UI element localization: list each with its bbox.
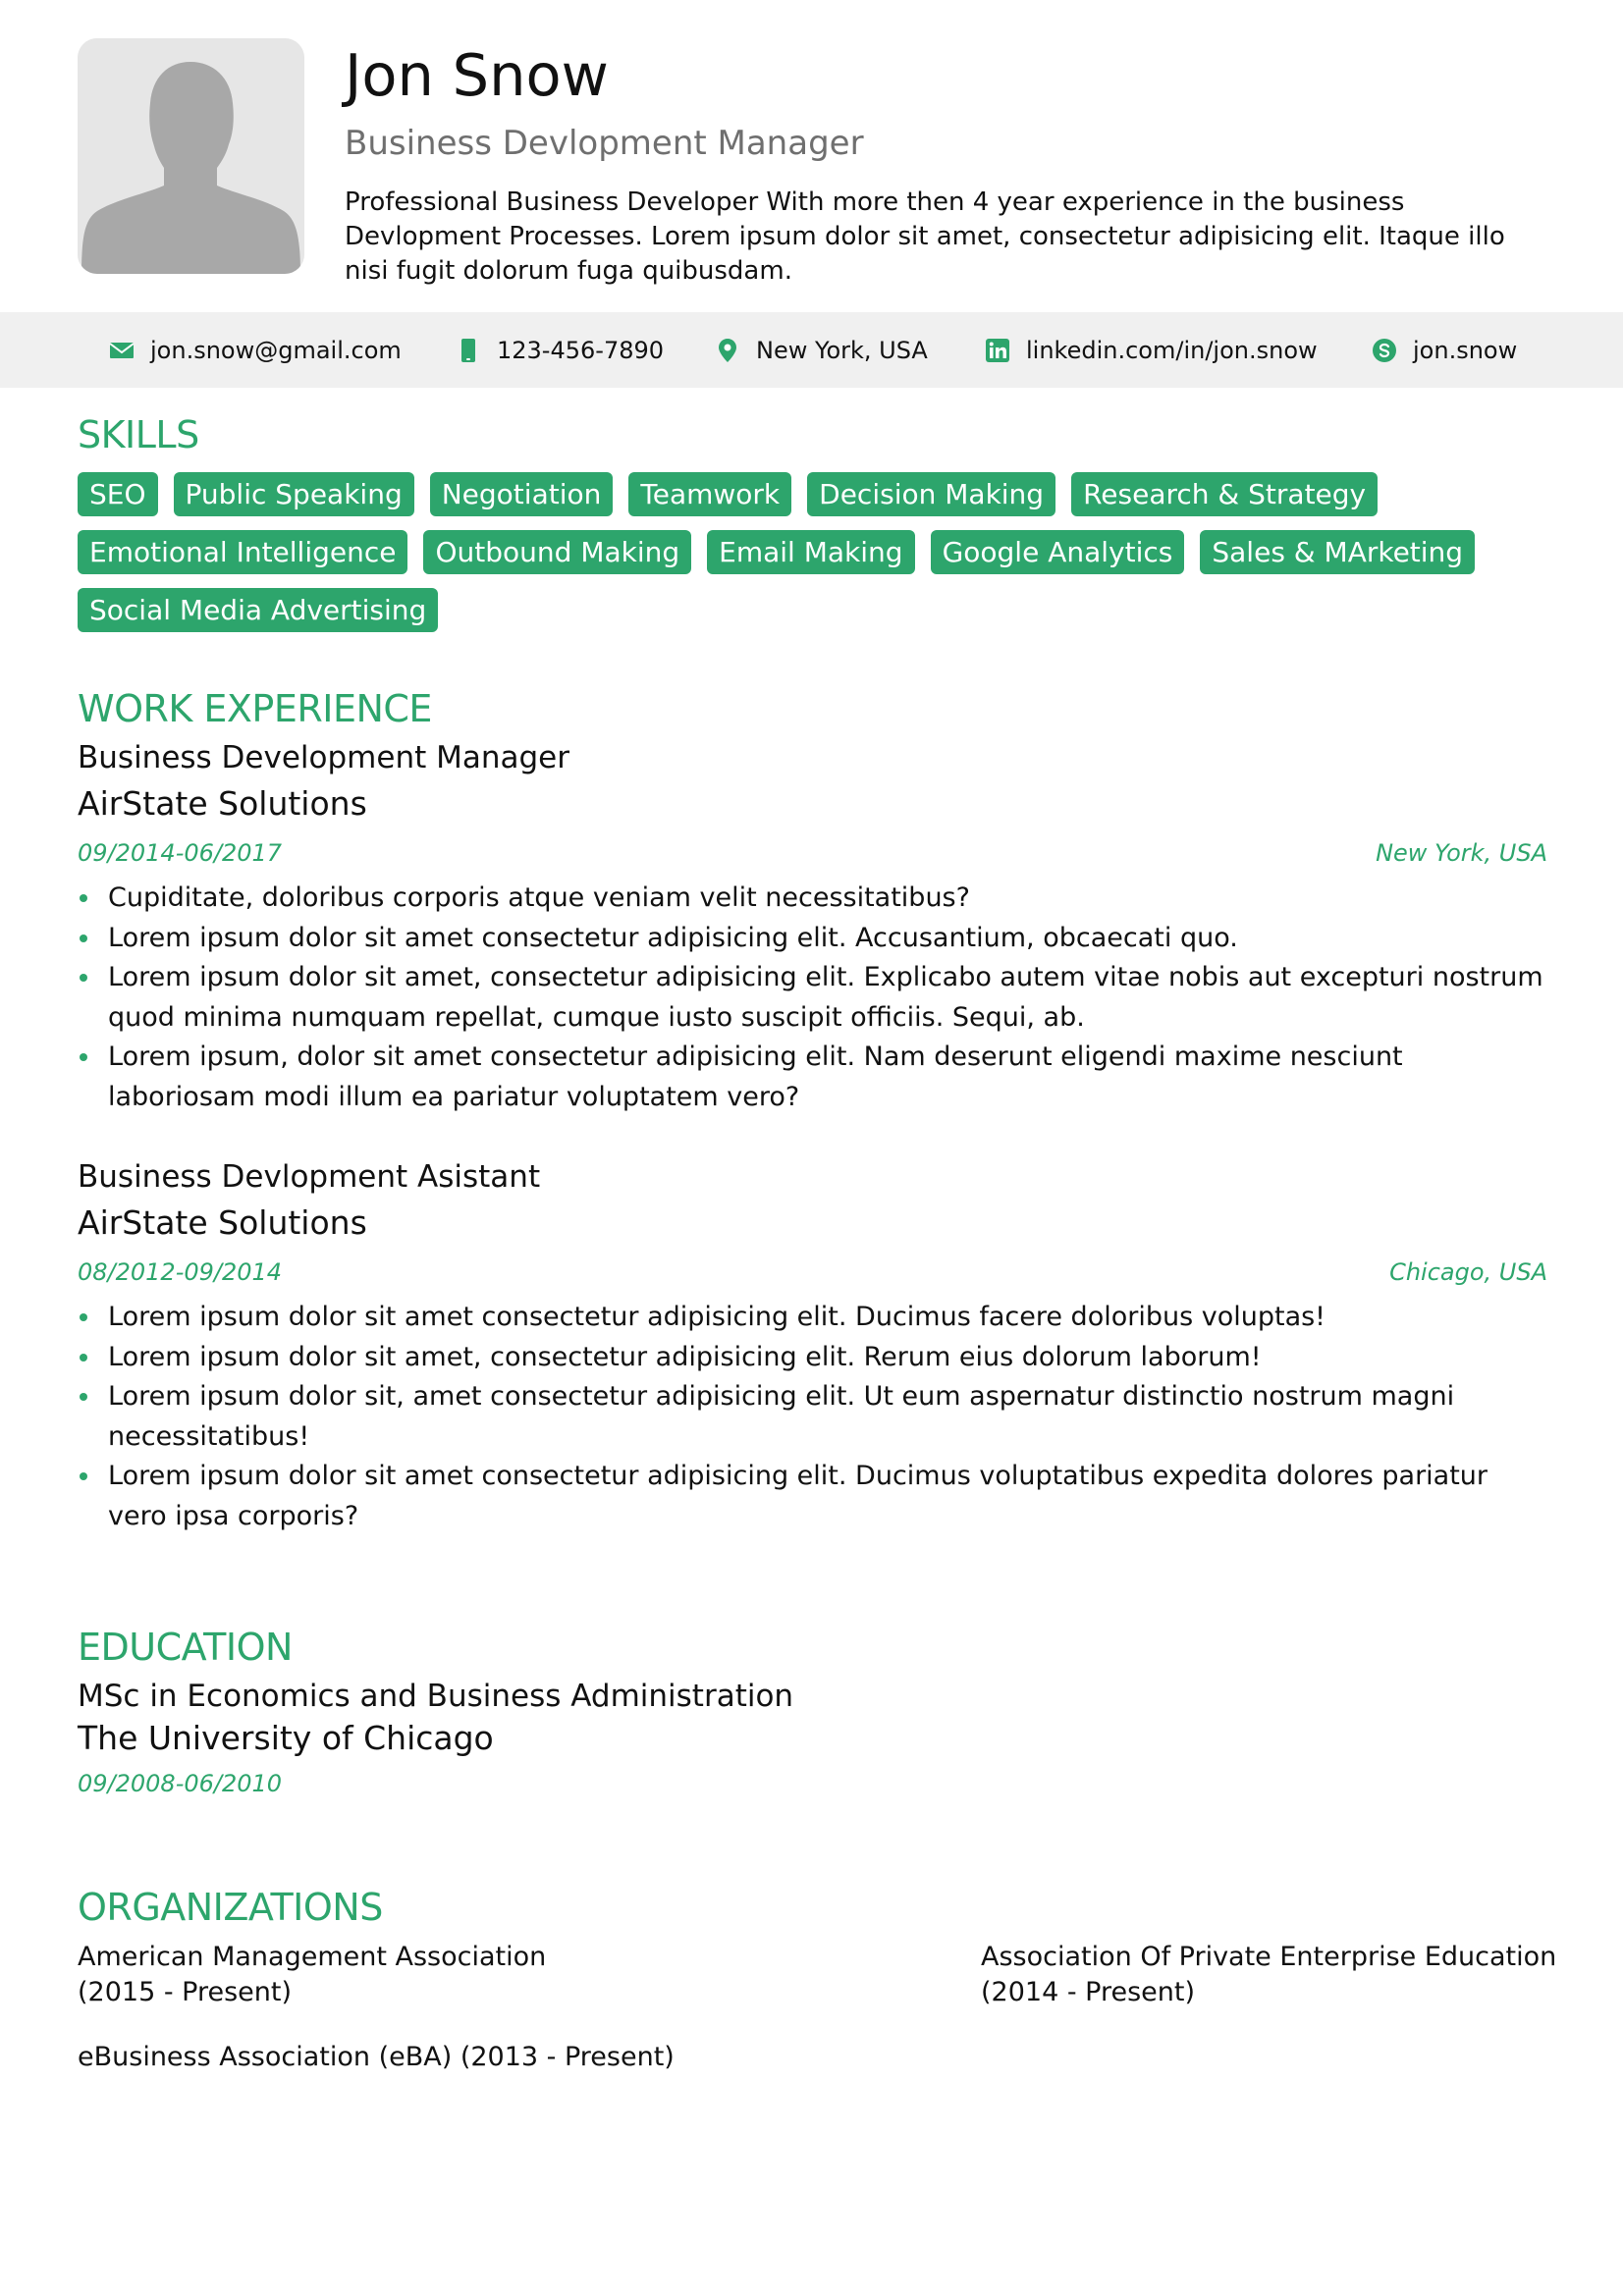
contact-bar [0, 312, 1623, 388]
organization-name: Association Of Private Enterprise Education [981, 1942, 1557, 1972]
profile-photo [78, 38, 304, 274]
linkedin-icon [985, 338, 1010, 363]
list-item: Lorem ipsum dolor sit amet, consectetur adipisicing elit. Rerum eius dolorum laborum! [78, 1338, 1547, 1378]
organizations-heading: ORGANIZATIONS [78, 1886, 383, 1929]
envelope-icon [109, 338, 135, 363]
organization-item [981, 1940, 1556, 2010]
job-meta [78, 839, 1547, 869]
skills-heading: SKILLS [78, 413, 199, 456]
skill-chip: Teamwork [628, 472, 791, 516]
job-company: AirState Solutions [78, 784, 367, 823]
job-meta [78, 1258, 1547, 1288]
candidate-summary: Professional Business Developer With more then 4 year experience in the business Devlopment Processes. Lorem ipsum dolor sit amet, consectetur adipisicing elit. Itaque illo nisi fugit dolorum fuga quibusdam. [345, 187, 1505, 287]
skill-chip: Outbound Making [423, 530, 691, 574]
skill-chip: Public Speaking [174, 472, 414, 516]
resume-header [78, 38, 1545, 287]
contact-phone[interactable] [456, 312, 664, 388]
contact-location [715, 312, 928, 388]
skill-chip: Google Analytics [931, 530, 1185, 574]
education-entry [78, 1679, 1547, 1797]
map-pin-icon [715, 338, 740, 363]
list-item: Lorem ipsum dolor sit amet consectetur adipisicing elit. Ducimus facere doloribus voluptas! [78, 1298, 1547, 1338]
organization-item [78, 2040, 675, 2075]
candidate-title: Business Devlopment Manager [345, 124, 864, 163]
job-dates: 08/2012-09/2014 [78, 1258, 283, 1286]
skill-chip: Decision Making [807, 472, 1055, 516]
skype-icon [1372, 338, 1397, 363]
contact-email-text: jon.snow@gmail.com [150, 336, 402, 364]
work-experience-heading: WORK EXPERIENCE [78, 687, 432, 730]
job-bullets [78, 879, 1547, 1117]
education-school: The University of Chicago [78, 1719, 494, 1757]
skills-row [78, 530, 1550, 574]
list-item: Lorem ipsum dolor sit, amet consectetur adipisicing elit. Ut eum aspernatur distinctio nostrum magni necessitatibus! [78, 1377, 1547, 1457]
list-item: Lorem ipsum, dolor sit amet consectetur adipisicing elit. Nam deserunt eligendi maxime nesciunt laboriosam modi illum ea pariatur voluptatem vero? [78, 1038, 1547, 1117]
skills-row [78, 472, 1550, 516]
list-item: Lorem ipsum dolor sit amet, consectetur adipisicing elit. Explicabo autem vitae nobis aut excepturi nostrum quod minima numquam repellat, cumque iusto suscipit officiis. Sequi, ab. [78, 958, 1547, 1038]
education-dates: 09/2008-06/2010 [78, 1770, 283, 1797]
organization-name: American Management Association [78, 1942, 547, 1972]
list-item: Lorem ipsum dolor sit amet consectetur adipisicing elit. Accusantium, obcaecati quo. [78, 919, 1547, 959]
contact-linkedin-text: linkedin.com/in/jon.snow [1026, 336, 1318, 364]
skill-chip: Emotional Intelligence [78, 530, 407, 574]
skill-chip: Negotiation [430, 472, 614, 516]
skills-list [78, 472, 1550, 646]
header-text [345, 38, 1545, 289]
job-bullets [78, 1298, 1547, 1536]
skill-chip: Email Making [707, 530, 914, 574]
job-role: Business Development Manager [78, 740, 569, 775]
skill-chip: Social Media Advertising [78, 588, 438, 632]
organization-period: (2015 - Present) [78, 1977, 292, 2007]
job-location: New York, USA [1376, 839, 1547, 867]
contact-phone-text: 123-456-7890 [497, 336, 665, 364]
skill-chip: Research & Strategy [1071, 472, 1378, 516]
education-heading: EDUCATION [78, 1626, 293, 1669]
education-degree: MSc in Economics and Business Administration [78, 1679, 794, 1714]
job-role: Business Devlopment Asistant [78, 1159, 541, 1195]
job-company: AirState Solutions [78, 1203, 367, 1242]
job-dates: 09/2014-06/2017 [78, 839, 283, 867]
avatar-placeholder-icon [78, 38, 304, 274]
list-item: Cupiditate, doloribus corporis atque veniam velit necessitatibus? [78, 879, 1547, 919]
contact-email[interactable] [109, 312, 402, 388]
contact-location-text: New York, USA [756, 336, 928, 364]
contact-skype-text: jon.snow [1413, 336, 1518, 364]
organization-item [78, 1940, 546, 2010]
candidate-name: Jon Snow [345, 41, 609, 109]
organization-name: eBusiness Association (eBA) (2013 - Present) [78, 2042, 675, 2072]
job-entry [78, 1159, 1547, 1536]
contact-linkedin[interactable] [985, 312, 1318, 388]
job-location: Chicago, USA [1389, 1258, 1547, 1286]
job-entry [78, 740, 1547, 1117]
organization-period: (2014 - Present) [981, 1977, 1195, 2007]
skill-chip: Sales & MArketing [1200, 530, 1475, 574]
skills-row [78, 588, 1550, 632]
skill-chip: SEO [78, 472, 158, 516]
mobile-phone-icon [456, 338, 481, 363]
list-item: Lorem ipsum dolor sit amet consectetur adipisicing elit. Ducimus voluptatibus expedita dolores pariatur vero ipsa corporis? [78, 1457, 1547, 1536]
contact-skype[interactable] [1372, 312, 1517, 388]
